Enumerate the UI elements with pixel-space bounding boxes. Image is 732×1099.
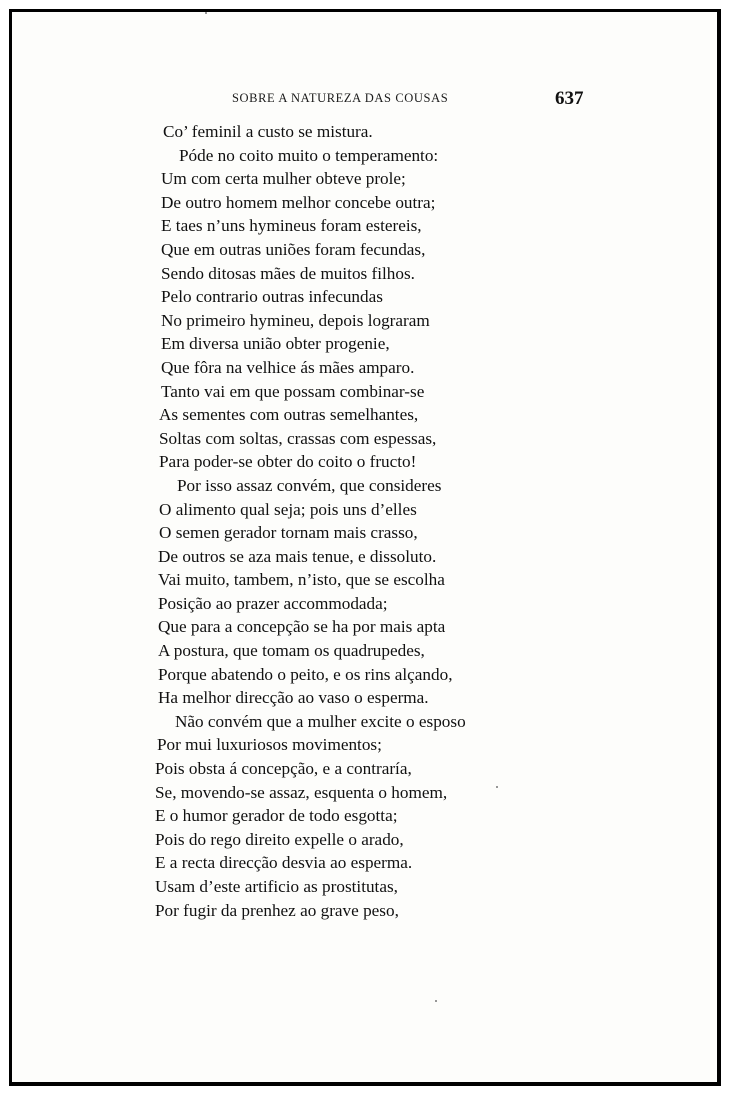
- verse-line: Que em outras uniões foram fecundas,: [161, 239, 426, 259]
- verse-line: Se, movendo-se assaz, esquenta o homem,: [155, 782, 448, 802]
- verse-line: O semen gerador tornam mais crasso,: [159, 523, 418, 543]
- print-speck: [435, 1000, 437, 1002]
- verse-line: De outro homem melhor concebe outra;: [161, 192, 436, 212]
- verse-line: Usam d’este artificio as prostitutas,: [155, 877, 398, 896]
- running-title: SOBRE A NATUREZA DAS COUSAS: [232, 91, 449, 105]
- verse-line: E taes n’uns hymineus foram estereis,: [161, 216, 422, 236]
- verse-line: A postura, que tomam os quadrupedes,: [158, 641, 425, 661]
- verse-line: Posição ao prazer accommodada;: [158, 593, 388, 613]
- verse-line: Vai muito, tambem, n’isto, que se escolha: [158, 570, 445, 590]
- verse-line: O alimento qual seja; pois uns d’elles: [159, 499, 417, 519]
- verse-line: Tanto vai em que possam combinar-se: [161, 381, 425, 401]
- verse-line: E a recta direcção desvia ao esperma.: [155, 853, 413, 873]
- verse-line: Um com certa mulher obteve prole;: [161, 169, 406, 189]
- print-speck: [496, 786, 498, 788]
- verse-line: Por isso assaz convém, que consideres: [177, 475, 442, 495]
- verse-line: Por fugir da prenhez ao grave peso,: [155, 900, 399, 920]
- verse-line: Póde no coito muito o temperamento:: [179, 145, 439, 165]
- page-number: 637: [555, 88, 584, 109]
- verse-line: Que para a concepção se ha por mais apta: [158, 617, 446, 637]
- verse-line: Co’ feminil a custo se mistura.: [163, 122, 373, 141]
- print-speck: [205, 12, 207, 14]
- verse-line: Que fôra na velhice ás mães amparo.: [161, 357, 415, 377]
- verse-block: [155, 120, 555, 922]
- verse-line: No primeiro hymineu, depois lograram: [161, 310, 430, 330]
- verse-line: Não convém que a mulher excite o esposo: [175, 711, 466, 731]
- verse-line: E o humor gerador de todo esgotta;: [155, 806, 398, 826]
- verse-line: Pelo contrario outras infecundas: [161, 287, 383, 307]
- verse-line: Pois obsta á concepção, e a contraría,: [155, 759, 412, 779]
- verse-line: Soltas com soltas, crassas com espessas,: [159, 428, 437, 448]
- verse-line: Pois do rego direito expelle o arado,: [155, 829, 404, 849]
- verse-line: De outros se aza mais tenue, e dissoluto.: [158, 546, 437, 566]
- verse-line: As sementes com outras semelhantes,: [159, 405, 419, 425]
- verse-line: Para poder-se obter do coito o fructo!: [159, 452, 417, 472]
- verse-line: Porque abatendo o peito, e os rins alçando,: [158, 664, 453, 684]
- verse-line: Ha melhor direcção ao vaso o esperma.: [158, 688, 429, 708]
- verse-line: Sendo ditosas mães de muitos filhos.: [161, 263, 415, 283]
- verse-line: Em diversa união obter progenie,: [161, 334, 390, 354]
- verse-line: Por mui luxuriosos movimentos;: [157, 735, 382, 755]
